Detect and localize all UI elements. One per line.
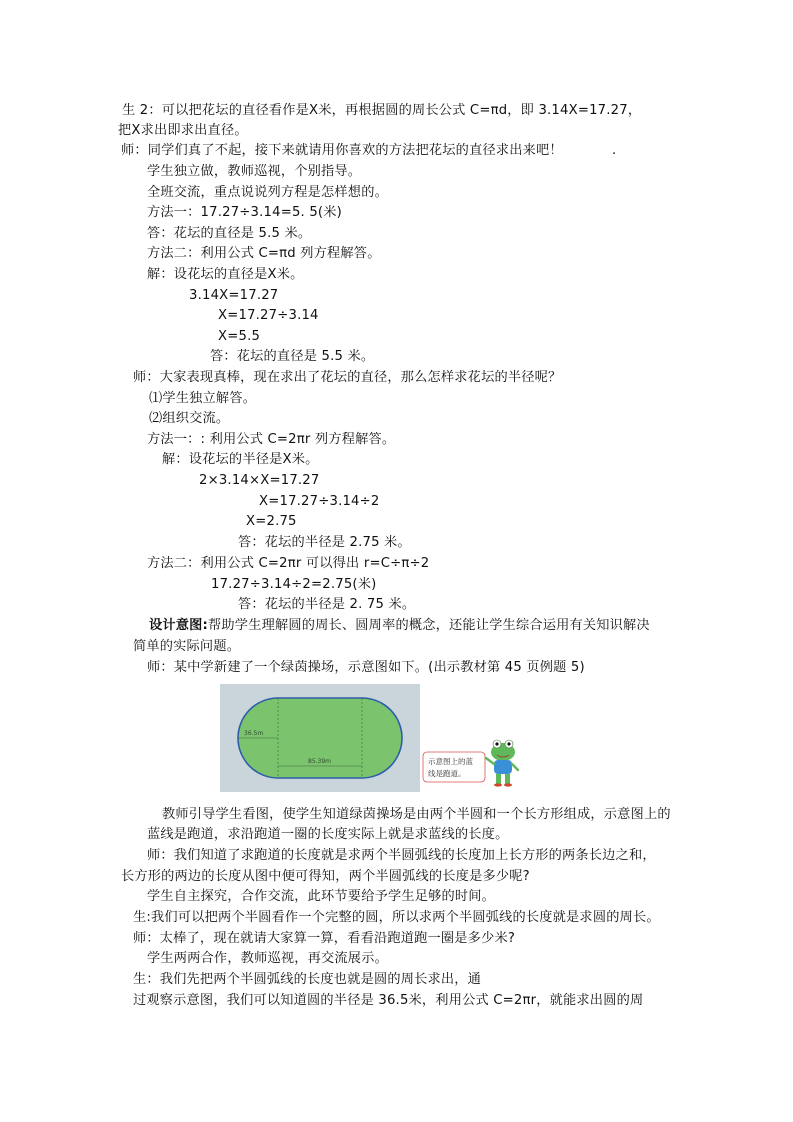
text-line: 答：花坛的直径是 5.5 米。	[147, 226, 312, 241]
equation-line: 3.14X=17.27	[189, 288, 279, 303]
text-line: ⑴学生独立解答。	[149, 391, 257, 406]
text-line: 长方形的两边的长度从图中便可得知，两个半圆弧线的长度是多少呢?	[121, 869, 530, 884]
design-intent-text: 帮助学生理解圆的周长、圆周率的概念，还能让学生综合运用有关知识解决	[208, 618, 650, 633]
text-line: 师：同学们真了不起，接下来就请用你喜欢的方法把花坛的直径求出来吧！	[121, 143, 563, 158]
equation-line: 2×3.14×X=17.27	[199, 473, 320, 488]
equation-line: X=17.27÷3.14	[218, 308, 319, 323]
text-line: 师：我们知道了求跑道的长度就是求两个半圆弧线的长度加上长方形的两条长边之和，	[147, 848, 656, 863]
text-line: 师：大家表现真棒，现在求出了花坛的直径，那么怎样求花坛的半径呢？	[133, 370, 562, 385]
text-line: 学生自主探究，合作交流，此环节要给予学生足够的时间。	[147, 889, 496, 904]
text-line: ⑵组织交流。	[149, 411, 230, 426]
text-line: 简单的实际问题。	[133, 639, 241, 654]
equation-line: 17.27÷3.14÷2=2.75(米)	[211, 577, 377, 592]
text-line: 方法一：17.27÷3.14=5. 5(米)	[147, 205, 343, 220]
text-line: 蓝线是跑道，求沿跑道一圈的长度实际上就是求蓝线的长度。	[147, 827, 509, 842]
text-line: 解：设花坛的直径是X米。	[147, 267, 304, 282]
text-line: 师：某中学新建了一个绿茵操场，示意图如下。(出示教材第 45 页例题 5)	[147, 660, 585, 675]
text-line: 方法二：利用公式 C=πd 列方程解答。	[147, 246, 381, 261]
text-line: 答：花坛的半径是 2.75 米。	[238, 535, 411, 550]
text-line: 过观察示意图，我们可以知道圆的半径是 36.5米，利用公式 C=2πr，就能求出圆的周	[133, 993, 644, 1008]
text-line: 解：设花坛的半径是X米。	[162, 452, 319, 467]
text-line: 方法一：: 利用公式 C=2πr 列方程解答。	[147, 432, 396, 447]
text-line: 教师引导学生看图，使学生知道绿茵操场是由两个半圆和一个长方形组成，示意图上的	[162, 807, 671, 822]
text-line: 学生两两合作，教师巡视，再交流展示。	[147, 951, 388, 966]
text-line: 生 2：可以把花坛的直径看作是X米，再根据圆的周长公式 C=πd，即 3.14X=17.27，	[122, 103, 642, 118]
track-diagram	[220, 684, 520, 792]
stray-dot: .	[612, 143, 617, 158]
text-line: 答：花坛的半径是 2. 75 米。	[238, 597, 416, 612]
equation-line: X=17.27÷3.14÷2	[259, 494, 380, 509]
text-line: 全班交流，重点说说列方程是怎样想的。	[147, 185, 388, 200]
equation-line: X=5.5	[218, 329, 261, 344]
bubble-text-line2: 线是跑道。	[428, 769, 466, 778]
text-line: 答：花坛的直径是 5.5 米。	[210, 349, 375, 364]
text-line: 方法二：利用公式 C=2πr 可以得出 r=C÷π÷2	[147, 556, 430, 571]
design-intent-heading: 设计意图:	[149, 618, 209, 633]
text-line: 把X求出即求出直径。	[118, 123, 248, 138]
text-line: 生：我们先把两个半圆弧线的长度也就是圆的周长求出，通	[133, 972, 482, 987]
frog-mascot-icon	[486, 740, 518, 787]
length-label: 85.39m	[308, 758, 332, 765]
equation-line: X=2.75	[246, 514, 297, 529]
radius-label: 36.5m	[244, 730, 264, 737]
design-intent-line	[149, 617, 650, 634]
bubble-text-line1: 示意图上的蓝	[428, 757, 473, 766]
text-line: 学生独立做，教师巡视，个别指导。	[147, 164, 362, 179]
text-line: 生:我们可以把两个半圆看作一个完整的圆，所以求两个半圆弧线的长度就是求圆的周长。	[133, 910, 660, 925]
text-line: 师：太棒了，现在就请大家算一算，看看沿跑道跑一圈是多少米?	[133, 931, 516, 946]
